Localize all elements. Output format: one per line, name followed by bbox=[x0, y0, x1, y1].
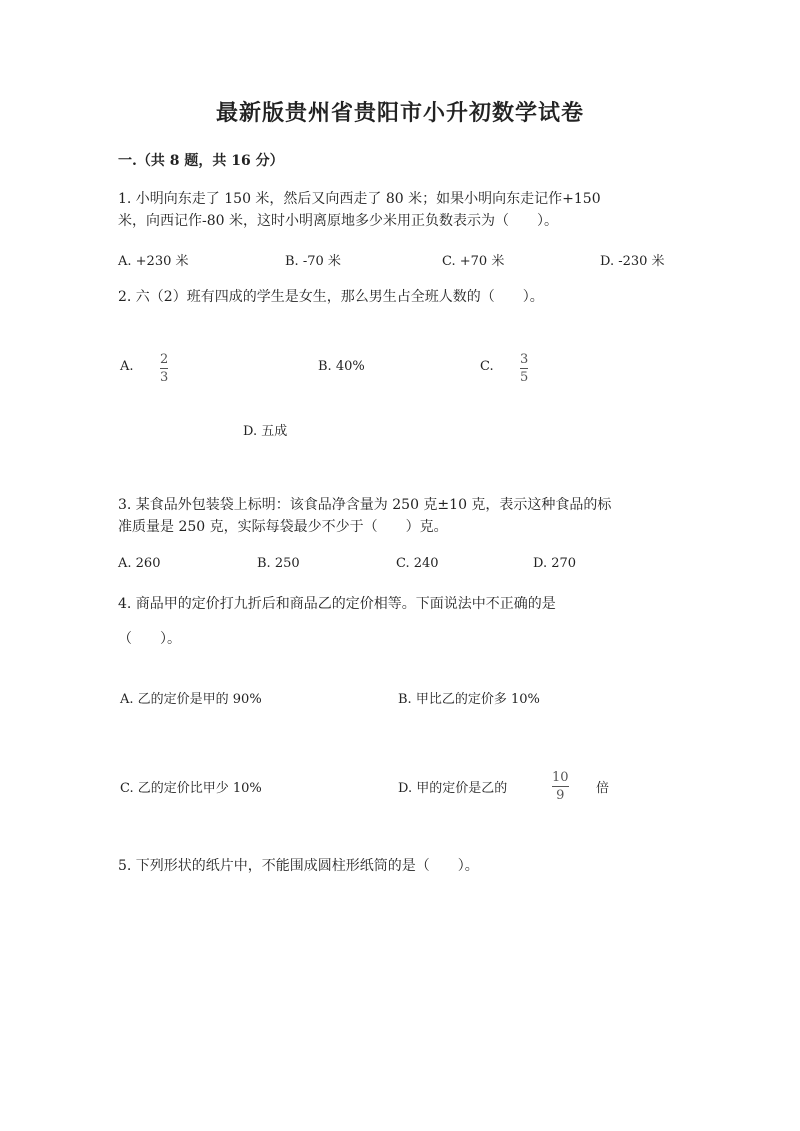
question-5-line-1: 5. 下列形状的纸片中，不能围成圆柱形纸筒的是（ ）。 bbox=[118, 858, 479, 874]
question-4-option-d-suffix: 倍 bbox=[596, 781, 610, 796]
fraction-bar bbox=[160, 368, 168, 369]
fraction-denominator: 5 bbox=[520, 370, 529, 385]
question-3-option-c: C. 240 bbox=[396, 556, 439, 571]
question-4-line-1: 4. 商品甲的定价打九折后和商品乙的定价相等。下面说法中不正确的是 bbox=[118, 596, 556, 612]
fraction-denominator: 3 bbox=[160, 370, 169, 385]
fraction-bar bbox=[520, 368, 528, 369]
fraction-numerator: 3 bbox=[520, 352, 529, 367]
question-2-option-d: D. 五成 bbox=[243, 424, 288, 439]
question-1-option-a: A. +230 米 bbox=[118, 254, 189, 269]
question-3-option-d: D. 270 bbox=[533, 556, 577, 571]
question-1-line-1: 1. 小明向东走了 150 米，然后又向西走了 80 米；如果小明向东走记作+150 bbox=[118, 191, 601, 207]
question-2-option-c-label: C. bbox=[480, 359, 494, 374]
question-2-option-a-label: A. bbox=[120, 359, 134, 374]
page-title: 最新版贵州省贵阳市小升初数学试卷 bbox=[215, 100, 584, 126]
fraction-denominator: 9 bbox=[556, 788, 565, 803]
question-4-option-d-fraction bbox=[552, 770, 569, 803]
question-4-option-d: D. 甲的定价是乙的 bbox=[398, 781, 508, 796]
fraction-numerator: 2 bbox=[160, 352, 169, 367]
section-heading: 一.（共 8 题，共 16 分） bbox=[118, 153, 284, 169]
question-2-option-c-fraction bbox=[520, 352, 528, 385]
question-2-line-1: 2. 六（2）班有四成的学生是女生，那么男生占全班人数的（ ）。 bbox=[118, 289, 544, 305]
fraction-numerator: 10 bbox=[552, 770, 569, 785]
question-4-option-c: C. 乙的定价比甲少 10% bbox=[120, 781, 262, 796]
question-4-option-a: A. 乙的定价是甲的 90% bbox=[120, 692, 262, 707]
question-3-line-1: 3. 某食品外包装袋上标明：该食品净含量为 250 克±10 克，表示这种食品的标 bbox=[118, 497, 612, 513]
question-3-line-2: 准质量是 250 克，实际每袋最少不少于（ ）克。 bbox=[118, 519, 448, 535]
question-2-option-a-fraction bbox=[160, 352, 168, 385]
question-1-option-c: C. +70 米 bbox=[442, 254, 505, 269]
question-3-option-b: B. 250 bbox=[257, 556, 300, 571]
question-3-option-a: A. 260 bbox=[118, 556, 161, 571]
question-2-option-b: B. 40% bbox=[318, 359, 365, 374]
question-4-option-b: B. 甲比乙的定价多 10% bbox=[398, 692, 540, 707]
fraction-bar bbox=[552, 786, 569, 787]
question-1-line-2: 米，向西记作-80 米，这时小明离原地多少米用正负数表示为（ ）。 bbox=[118, 213, 558, 229]
question-1-option-b: B. -70 米 bbox=[285, 254, 341, 269]
question-1-option-d: D. -230 米 bbox=[600, 254, 665, 269]
question-4-line-2: （ ）。 bbox=[118, 631, 181, 647]
